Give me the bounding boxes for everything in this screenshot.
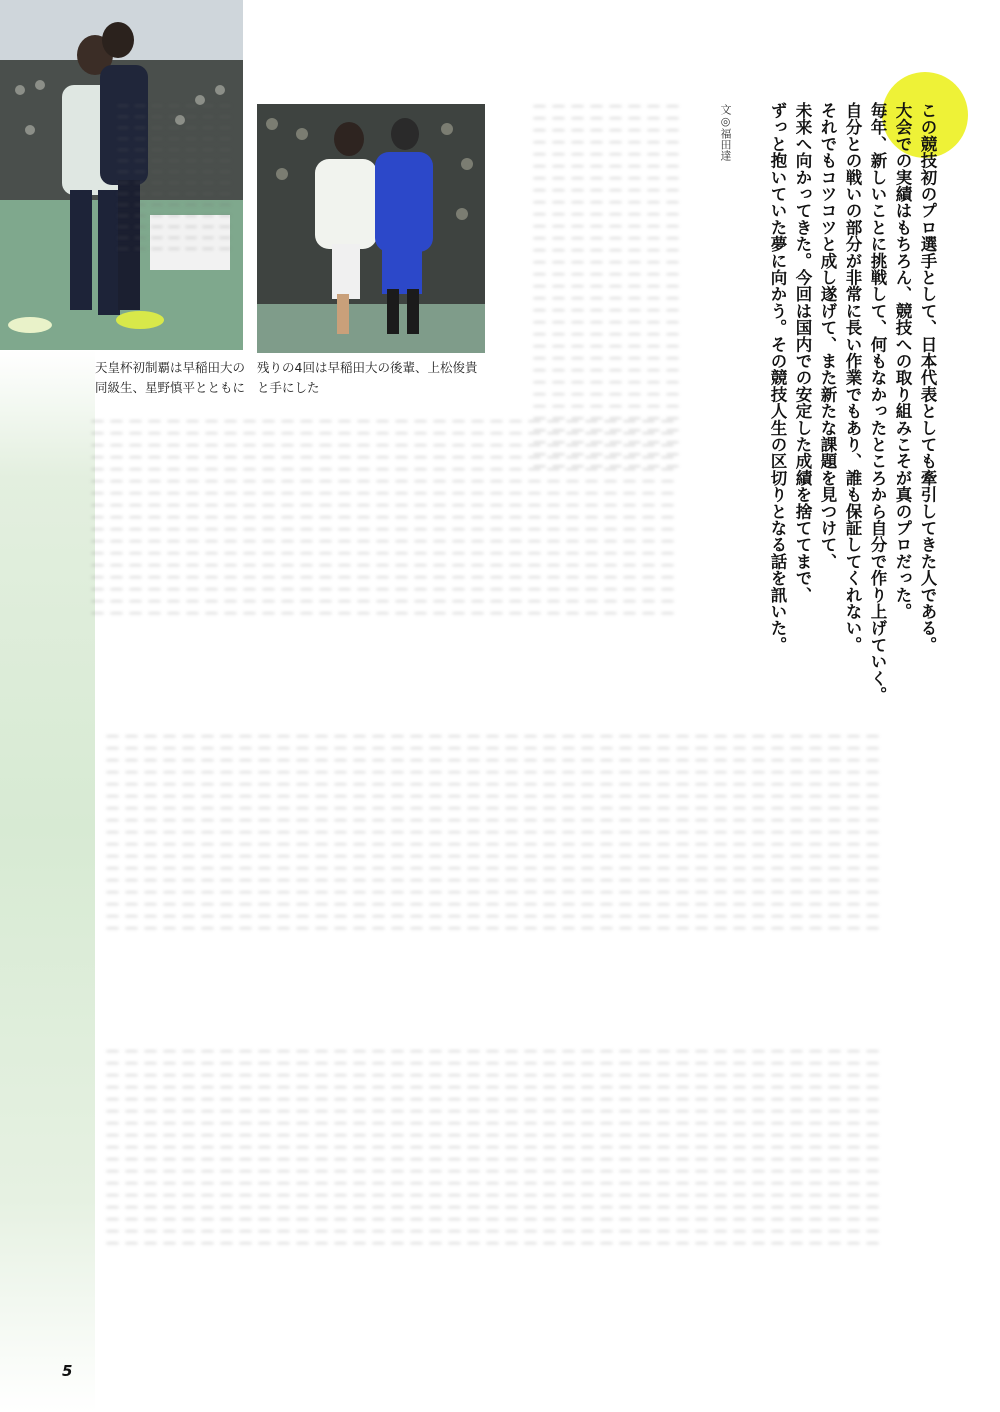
lead-paragraph: [765, 102, 940, 702]
page-number: 5: [62, 1362, 73, 1380]
blurred-text-block: ｜｜｜｜｜｜｜｜｜｜｜｜｜｜｜｜｜ ｜｜｜｜｜｜｜｜｜｜｜｜｜｜｜｜｜ ｜｜｜｜｜｜｜｜｜｜｜｜｜｜｜｜｜ ｜｜｜｜｜｜｜｜｜｜｜｜｜｜｜｜｜ ｜｜｜｜｜｜｜｜｜｜｜｜｜｜｜｜｜ ｜｜｜｜｜｜｜｜｜｜｜｜｜｜｜｜｜ ｜｜｜｜｜｜｜｜｜｜｜｜｜｜｜｜｜ ｜｜｜｜｜｜｜｜｜｜｜｜｜｜｜｜｜ ｜｜｜｜｜｜｜｜｜｜｜｜｜｜｜｜｜ ｜｜｜｜｜｜｜｜｜｜｜｜｜｜｜｜｜ ｜｜｜｜｜｜｜｜｜｜｜｜｜｜｜｜｜ ｜｜｜｜｜｜｜｜｜｜｜｜｜｜｜｜｜ ｜｜｜｜｜｜｜｜｜｜｜｜｜｜｜｜｜ ｜｜｜｜｜｜｜｜｜｜｜｜｜｜｜｜｜ ｜｜｜｜｜｜｜｜｜｜｜｜｜｜｜｜｜ ｜｜｜｜｜｜｜｜｜｜｜｜｜｜｜｜｜ ｜｜｜｜｜｜｜｜｜｜｜｜｜｜｜｜｜ ｜｜｜｜｜｜｜｜｜｜｜｜｜｜｜｜｜ ｜｜｜｜｜｜｜｜｜｜｜｜｜｜｜｜｜ ｜｜｜｜｜｜｜｜｜｜｜｜｜｜｜｜｜ ｜｜｜｜｜｜｜｜｜｜｜｜｜｜｜｜｜ ｜｜｜｜｜｜｜｜｜｜｜｜｜｜｜｜｜ ｜｜｜｜｜｜｜｜｜｜｜｜｜｜｜｜｜ ｜｜｜｜｜｜｜｜｜｜｜｜｜｜｜｜｜ ｜｜｜｜｜｜｜｜｜｜｜｜｜｜｜｜｜ ｜｜｜｜｜｜｜｜｜｜｜｜｜｜｜｜｜ ｜｜｜｜｜｜｜｜｜｜｜｜｜｜｜｜｜ ｜｜｜｜｜｜｜｜｜｜｜｜｜｜｜｜｜ ｜｜｜｜｜｜｜｜｜｜｜｜｜｜｜｜｜ ｜｜｜｜｜｜｜｜｜｜｜｜｜｜｜｜｜ ｜｜｜｜｜｜｜｜｜｜｜｜｜｜｜｜｜ ｜｜｜｜｜｜｜｜｜｜｜｜｜｜｜｜｜ ｜｜｜｜｜｜｜｜｜｜｜｜｜｜｜｜｜ ｜｜｜｜｜｜｜｜｜｜｜｜｜｜｜｜｜ ｜｜｜｜｜｜｜｜｜｜｜｜｜｜｜｜｜ ｜｜｜｜｜｜｜｜｜｜｜｜｜｜｜｜｜ ｜｜｜｜｜｜｜｜｜｜｜｜｜｜｜｜｜ ｜｜｜｜｜｜｜｜｜｜｜｜｜｜｜｜｜ ｜｜｜｜｜｜｜｜｜｜｜｜｜｜｜｜｜ ｜｜｜｜｜｜｜｜｜｜｜｜｜｜｜｜｜ ｜｜｜｜｜｜｜｜｜｜｜｜｜｜｜｜｜: [105, 730, 879, 934]
lead-line: この競技初のプロ選手として、日本代表としても牽引してきた人である。: [918, 102, 937, 654]
lead-line: ずっと抱いていた夢に向かう。その競技人生の区切りとなる話を訊いた。: [768, 102, 787, 654]
blurred-text-block: ｜｜｜｜｜｜｜｜｜｜｜｜｜｜｜｜｜ ｜｜｜｜｜｜｜｜｜｜｜｜｜｜｜｜｜ ｜｜｜｜｜｜｜｜｜｜｜｜｜｜｜｜｜ ｜｜｜｜｜｜｜｜｜｜｜｜｜｜｜｜｜ ｜｜｜｜｜｜｜｜｜｜｜｜｜｜｜｜｜ ｜｜｜｜｜｜｜｜｜｜｜｜｜｜｜｜｜ ｜｜｜｜｜｜｜｜｜｜｜｜｜｜｜｜｜ ｜｜｜｜｜｜｜｜｜｜｜｜｜｜｜｜｜ ｜｜｜｜｜｜｜｜｜｜｜｜｜｜｜｜｜ ｜｜｜｜｜｜｜｜｜｜｜｜｜｜｜｜｜ ｜｜｜｜｜｜｜｜｜｜｜｜｜｜｜｜｜ ｜｜｜｜｜｜｜｜｜｜｜｜｜｜｜｜｜ ｜｜｜｜｜｜｜｜｜｜｜｜｜｜｜｜｜ ｜｜｜｜｜｜｜｜｜｜｜｜｜｜｜｜｜ ｜｜｜｜｜｜｜｜｜｜｜｜｜｜｜｜｜ ｜｜｜｜｜｜｜｜｜｜｜｜｜｜｜｜｜ ｜｜｜｜｜｜｜｜｜｜｜｜｜｜｜｜｜ ｜｜｜｜｜｜｜｜｜｜｜｜｜｜｜｜｜ ｜｜｜｜｜｜｜｜｜｜｜｜｜｜｜｜｜ ｜｜｜｜｜｜｜｜｜｜｜｜｜｜｜｜｜ ｜｜｜｜｜｜｜｜｜｜｜｜｜｜｜｜｜ ｜｜｜｜｜｜｜｜｜｜｜｜｜｜｜｜｜ ｜｜｜｜｜｜｜｜｜｜｜｜｜｜｜｜｜ ｜｜｜｜｜｜｜｜｜｜｜｜｜｜｜｜｜ ｜｜｜｜｜｜｜｜｜｜｜｜｜｜｜｜｜ ｜｜｜｜｜｜｜｜｜｜｜｜｜｜｜｜｜ ｜｜｜｜｜｜｜｜｜｜｜｜｜｜｜｜｜ ｜｜｜｜｜｜｜｜｜｜｜｜｜｜｜｜｜ ｜｜｜｜｜｜｜｜｜｜｜｜｜｜｜｜｜ ｜｜｜｜｜｜｜｜｜｜｜｜｜｜｜｜｜ ｜｜｜｜｜｜｜｜｜｜｜｜｜｜｜｜｜ ｜｜｜｜｜｜｜｜｜｜｜｜｜｜｜｜｜ ｜｜｜｜｜｜｜｜｜｜｜｜｜｜｜｜｜ ｜｜｜｜｜｜｜｜｜｜｜｜｜｜｜｜｜ ｜｜｜｜｜｜｜｜｜｜｜｜｜｜｜｜｜ ｜｜｜｜｜｜｜｜｜｜｜｜｜｜｜｜｜ ｜｜｜｜｜｜｜｜｜｜｜｜｜｜｜｜｜ ｜｜｜｜｜｜｜｜｜｜｜｜｜｜｜｜｜ ｜｜｜｜｜｜｜｜｜｜｜｜｜｜｜｜｜ ｜｜｜｜｜｜｜｜｜｜｜｜｜｜｜｜｜ ｜｜｜｜｜｜｜｜｜｜｜｜｜｜｜｜｜: [105, 1045, 879, 1249]
lead-line: 自分との戦いの部分が非常に長い作業でもあり、誰も保証してくれない。: [843, 102, 862, 654]
caption-photo-2: 残りの4回は早稲田大の後輩、上松俊貴と手にした: [257, 360, 478, 395]
lead-line: 毎年、新しいことに挑戦して、何もなかったところから自分で作り上げていく。: [868, 102, 887, 704]
sidebar-gradient: [0, 350, 95, 1412]
tennis-players-celebrating-photo-icon: [257, 104, 485, 353]
lead-line: 大会での実績はもちろん、競技への取り組みこそが真のプロだった。: [893, 102, 912, 620]
lead-line: 未来へ向かってきた。今回は国内での安定した成績を捨ててまで、: [793, 102, 812, 603]
author-credit: 文◎福田達: [719, 104, 732, 161]
caption-photo-1: 天皇杯初制覇は早稲田大の同級生、星野慎平とともに: [95, 360, 246, 395]
blurred-text-block: ｜｜｜｜｜｜｜｜｜｜｜｜｜｜ ｜｜｜｜｜｜｜｜｜｜｜｜｜｜ ｜｜｜｜｜｜｜｜｜｜｜｜｜｜ ｜｜｜｜｜｜｜｜｜｜｜｜｜｜ ｜｜｜｜｜｜｜｜｜｜｜｜｜｜ ｜｜｜｜｜｜｜｜｜｜｜｜｜｜ ｜｜｜｜｜｜｜｜｜｜｜｜｜｜: [116, 100, 231, 254]
blurred-text-block: ｜｜｜｜｜｜｜｜｜｜｜｜｜｜｜｜｜｜｜｜｜｜｜｜｜｜｜｜｜｜｜ ｜｜｜｜｜｜｜｜｜｜｜｜｜｜｜｜｜｜｜｜｜｜｜｜｜｜｜｜｜｜｜ ｜｜｜｜｜｜｜｜｜｜｜｜｜｜｜｜｜｜｜｜｜｜｜｜｜｜｜｜｜｜｜ ｜｜｜｜｜｜｜｜｜｜｜｜｜｜｜｜｜｜｜｜｜｜｜｜｜｜｜｜｜｜｜ ｜｜｜｜｜｜｜｜｜｜｜｜｜｜｜｜｜｜｜｜｜｜｜｜｜｜｜｜｜｜｜ ｜｜｜｜｜｜｜｜｜｜｜｜｜｜｜｜｜｜｜｜｜｜｜｜｜｜｜｜｜｜｜ ｜｜｜｜｜｜｜｜｜｜｜｜｜｜｜｜｜｜｜｜｜｜｜｜｜｜｜｜｜｜｜ ｜｜｜｜｜｜｜｜｜｜｜｜｜｜｜｜｜｜｜｜｜｜｜｜｜｜｜｜｜｜｜: [532, 100, 679, 472]
lead-line: それでもコツコツと成し遂げて、また新たな課題を見つけて、: [818, 102, 837, 570]
photo-celebrating-players: [257, 104, 485, 353]
blurred-text-block: ｜｜｜｜｜｜｜｜｜｜｜｜｜｜｜｜｜ ｜｜｜｜｜｜｜｜｜｜｜｜｜｜｜｜｜ ｜｜｜｜｜｜｜｜｜｜｜｜｜｜｜｜｜ ｜｜｜｜｜｜｜｜｜｜｜｜｜｜｜｜｜ ｜｜｜｜｜｜｜｜｜｜｜｜｜｜｜｜｜ ｜｜｜｜｜｜｜｜｜｜｜｜｜｜｜｜｜ ｜｜｜｜｜｜｜｜｜｜｜｜｜｜｜｜｜ ｜｜｜｜｜｜｜｜｜｜｜｜｜｜｜｜｜ ｜｜｜｜｜｜｜｜｜｜｜｜｜｜｜｜｜ ｜｜｜｜｜｜｜｜｜｜｜｜｜｜｜｜｜ ｜｜｜｜｜｜｜｜｜｜｜｜｜｜｜｜｜ ｜｜｜｜｜｜｜｜｜｜｜｜｜｜｜｜｜ ｜｜｜｜｜｜｜｜｜｜｜｜｜｜｜｜｜ ｜｜｜｜｜｜｜｜｜｜｜｜｜｜｜｜｜ ｜｜｜｜｜｜｜｜｜｜｜｜｜｜｜｜｜ ｜｜｜｜｜｜｜｜｜｜｜｜｜｜｜｜｜ ｜｜｜｜｜｜｜｜｜｜｜｜｜｜｜｜｜ ｜｜｜｜｜｜｜｜｜｜｜｜｜｜｜｜｜ ｜｜｜｜｜｜｜｜｜｜｜｜｜｜｜｜｜ ｜｜｜｜｜｜｜｜｜｜｜｜｜｜｜｜｜ ｜｜｜｜｜｜｜｜｜｜｜｜｜｜｜｜｜ ｜｜｜｜｜｜｜｜｜｜｜｜｜｜｜｜｜ ｜｜｜｜｜｜｜｜｜｜｜｜｜｜｜｜｜ ｜｜｜｜｜｜｜｜｜｜｜｜｜｜｜｜｜ ｜｜｜｜｜｜｜｜｜｜｜｜｜｜｜｜｜ ｜｜｜｜｜｜｜｜｜｜｜｜｜｜｜｜｜ ｜｜｜｜｜｜｜｜｜｜｜｜｜｜｜｜｜ ｜｜｜｜｜｜｜｜｜｜｜｜｜｜｜｜｜ ｜｜｜｜｜｜｜｜｜｜｜｜｜｜｜｜｜ ｜｜｜｜｜｜｜｜｜｜｜｜｜｜｜｜｜ ｜｜｜｜｜｜｜｜｜｜｜｜｜｜｜｜｜: [90, 415, 674, 619]
